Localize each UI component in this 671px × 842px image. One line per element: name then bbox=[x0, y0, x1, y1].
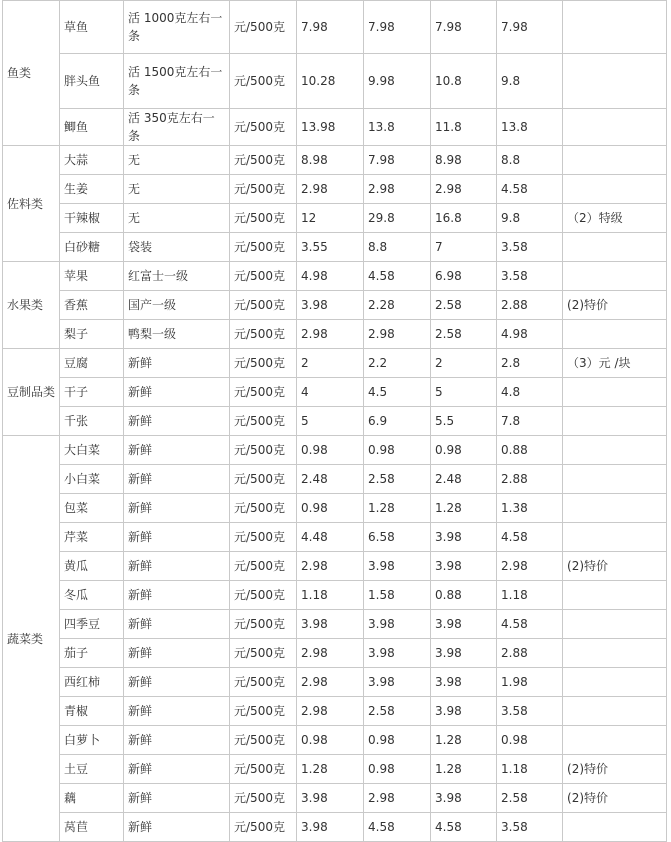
price-4-cell: 2.8 bbox=[497, 349, 563, 378]
price-4-cell: 7.8 bbox=[497, 407, 563, 436]
note-cell bbox=[563, 494, 667, 523]
note-cell bbox=[563, 54, 667, 109]
price-3-cell: 5.5 bbox=[431, 407, 497, 436]
price-3-cell: 16.8 bbox=[431, 204, 497, 233]
price-1-cell: 2.98 bbox=[297, 668, 364, 697]
unit-cell: 元/500克 bbox=[230, 204, 297, 233]
price-2-cell: 2.58 bbox=[364, 465, 431, 494]
note-cell bbox=[563, 407, 667, 436]
note-cell bbox=[563, 378, 667, 407]
unit-cell: 元/500克 bbox=[230, 349, 297, 378]
price-2-cell: 2.2 bbox=[364, 349, 431, 378]
note-cell bbox=[563, 726, 667, 755]
price-1-cell: 4.48 bbox=[297, 523, 364, 552]
price-2-cell: 2.98 bbox=[364, 175, 431, 204]
unit-cell: 元/500克 bbox=[230, 523, 297, 552]
price-1-cell: 1.28 bbox=[297, 755, 364, 784]
price-1-cell: 4 bbox=[297, 378, 364, 407]
price-3-cell: 2.48 bbox=[431, 465, 497, 494]
table-row bbox=[3, 697, 667, 726]
item-cell: 生姜 bbox=[60, 175, 124, 204]
table-row bbox=[3, 436, 667, 465]
price-4-cell: 4.58 bbox=[497, 610, 563, 639]
table-row bbox=[3, 813, 667, 842]
unit-cell: 元/500克 bbox=[230, 1, 297, 54]
price-3-cell: 6.98 bbox=[431, 262, 497, 291]
spec-cell: 无 bbox=[124, 204, 230, 233]
price-2-cell: 6.9 bbox=[364, 407, 431, 436]
price-4-cell: 2.58 bbox=[497, 784, 563, 813]
price-1-cell: 2.98 bbox=[297, 639, 364, 668]
price-2-cell: 2.98 bbox=[364, 784, 431, 813]
table-row bbox=[3, 668, 667, 697]
item-cell: 大白菜 bbox=[60, 436, 124, 465]
item-cell: 四季豆 bbox=[60, 610, 124, 639]
price-3-cell: 7 bbox=[431, 233, 497, 262]
table-row bbox=[3, 233, 667, 262]
price-1-cell: 0.98 bbox=[297, 436, 364, 465]
table-row bbox=[3, 320, 667, 349]
table-row bbox=[3, 552, 667, 581]
price-1-cell: 3.98 bbox=[297, 291, 364, 320]
price-3-cell: 3.98 bbox=[431, 523, 497, 552]
price-1-cell: 2.98 bbox=[297, 320, 364, 349]
item-cell: 藕 bbox=[60, 784, 124, 813]
category-cell: 水果类 bbox=[3, 262, 60, 349]
table-row bbox=[3, 349, 667, 378]
price-4-cell: 1.18 bbox=[497, 755, 563, 784]
spec-cell: 新鲜 bbox=[124, 523, 230, 552]
spec-cell: 新鲜 bbox=[124, 349, 230, 378]
table-row bbox=[3, 755, 667, 784]
price-2-cell: 1.58 bbox=[364, 581, 431, 610]
price-1-cell: 3.55 bbox=[297, 233, 364, 262]
price-3-cell: 2 bbox=[431, 349, 497, 378]
note-cell bbox=[563, 233, 667, 262]
table-row bbox=[3, 204, 667, 233]
item-cell: 鲫鱼 bbox=[60, 109, 124, 146]
price-4-cell: 13.8 bbox=[497, 109, 563, 146]
price-3-cell: 7.98 bbox=[431, 1, 497, 54]
price-4-cell: 9.8 bbox=[497, 204, 563, 233]
price-2-cell: 3.98 bbox=[364, 639, 431, 668]
spec-cell: 新鲜 bbox=[124, 784, 230, 813]
note-cell: (2)特价 bbox=[563, 291, 667, 320]
table-row bbox=[3, 175, 667, 204]
item-cell: 干子 bbox=[60, 378, 124, 407]
item-cell: 豆腐 bbox=[60, 349, 124, 378]
price-3-cell: 3.98 bbox=[431, 610, 497, 639]
price-3-cell: 1.28 bbox=[431, 494, 497, 523]
category-cell: 佐料类 bbox=[3, 146, 60, 262]
price-2-cell: 8.8 bbox=[364, 233, 431, 262]
spec-cell: 新鲜 bbox=[124, 697, 230, 726]
price-2-cell: 9.98 bbox=[364, 54, 431, 109]
item-cell: 干辣椒 bbox=[60, 204, 124, 233]
price-4-cell: 9.8 bbox=[497, 54, 563, 109]
spec-cell: 袋装 bbox=[124, 233, 230, 262]
unit-cell: 元/500克 bbox=[230, 494, 297, 523]
price-2-cell: 4.58 bbox=[364, 262, 431, 291]
table-row bbox=[3, 610, 667, 639]
price-2-cell: 4.58 bbox=[364, 813, 431, 842]
spec-cell: 活 1000克左右一条 bbox=[124, 1, 230, 54]
table-row bbox=[3, 146, 667, 175]
item-cell: 西红柿 bbox=[60, 668, 124, 697]
spec-cell: 新鲜 bbox=[124, 407, 230, 436]
item-cell: 苹果 bbox=[60, 262, 124, 291]
price-1-cell: 5 bbox=[297, 407, 364, 436]
price-4-cell: 2.88 bbox=[497, 639, 563, 668]
price-4-cell: 0.88 bbox=[497, 436, 563, 465]
spec-cell: 活 1500克左右一条 bbox=[124, 54, 230, 109]
spec-cell: 新鲜 bbox=[124, 494, 230, 523]
price-4-cell: 1.98 bbox=[497, 668, 563, 697]
price-1-cell: 3.98 bbox=[297, 784, 364, 813]
note-cell bbox=[563, 668, 667, 697]
price-2-cell: 29.8 bbox=[364, 204, 431, 233]
price-4-cell: 1.18 bbox=[497, 581, 563, 610]
price-2-cell: 3.98 bbox=[364, 552, 431, 581]
unit-cell: 元/500克 bbox=[230, 175, 297, 204]
spec-cell: 新鲜 bbox=[124, 639, 230, 668]
unit-cell: 元/500克 bbox=[230, 668, 297, 697]
unit-cell: 元/500克 bbox=[230, 813, 297, 842]
price-3-cell: 1.28 bbox=[431, 755, 497, 784]
unit-cell: 元/500克 bbox=[230, 552, 297, 581]
price-2-cell: 1.28 bbox=[364, 494, 431, 523]
item-cell: 大蒜 bbox=[60, 146, 124, 175]
note-cell bbox=[563, 109, 667, 146]
price-3-cell: 11.8 bbox=[431, 109, 497, 146]
note-cell: （3）元 /块 bbox=[563, 349, 667, 378]
unit-cell: 元/500克 bbox=[230, 465, 297, 494]
note-cell: (2)特价 bbox=[563, 552, 667, 581]
price-4-cell: 0.98 bbox=[497, 726, 563, 755]
table-row bbox=[3, 1, 667, 54]
note-cell: (2)特价 bbox=[563, 784, 667, 813]
price-4-cell: 4.8 bbox=[497, 378, 563, 407]
unit-cell: 元/500克 bbox=[230, 581, 297, 610]
table-row bbox=[3, 378, 667, 407]
price-table bbox=[2, 0, 667, 842]
table-row bbox=[3, 581, 667, 610]
price-2-cell: 2.58 bbox=[364, 697, 431, 726]
unit-cell: 元/500克 bbox=[230, 784, 297, 813]
price-3-cell: 5 bbox=[431, 378, 497, 407]
table-row bbox=[3, 523, 667, 552]
price-table-body bbox=[3, 1, 667, 842]
table-row bbox=[3, 494, 667, 523]
spec-cell: 新鲜 bbox=[124, 755, 230, 784]
note-cell bbox=[563, 610, 667, 639]
note-cell bbox=[563, 813, 667, 842]
spec-cell: 鸭梨一级 bbox=[124, 320, 230, 349]
price-4-cell: 8.8 bbox=[497, 146, 563, 175]
price-1-cell: 0.98 bbox=[297, 494, 364, 523]
price-1-cell: 10.28 bbox=[297, 54, 364, 109]
price-2-cell: 3.98 bbox=[364, 610, 431, 639]
price-1-cell: 7.98 bbox=[297, 1, 364, 54]
price-4-cell: 2.88 bbox=[497, 291, 563, 320]
item-cell: 香蕉 bbox=[60, 291, 124, 320]
note-cell bbox=[563, 1, 667, 54]
spec-cell: 国产一级 bbox=[124, 291, 230, 320]
price-1-cell: 2.98 bbox=[297, 552, 364, 581]
unit-cell: 元/500克 bbox=[230, 436, 297, 465]
item-cell: 土豆 bbox=[60, 755, 124, 784]
table-row bbox=[3, 639, 667, 668]
price-2-cell: 2.98 bbox=[364, 320, 431, 349]
price-1-cell: 13.98 bbox=[297, 109, 364, 146]
price-1-cell: 3.98 bbox=[297, 610, 364, 639]
table-row bbox=[3, 407, 667, 436]
category-cell: 鱼类 bbox=[3, 1, 60, 146]
price-4-cell: 7.98 bbox=[497, 1, 563, 54]
note-cell bbox=[563, 436, 667, 465]
spec-cell: 无 bbox=[124, 146, 230, 175]
table-row bbox=[3, 726, 667, 755]
price-3-cell: 0.88 bbox=[431, 581, 497, 610]
price-1-cell: 0.98 bbox=[297, 726, 364, 755]
spec-cell: 新鲜 bbox=[124, 436, 230, 465]
price-2-cell: 0.98 bbox=[364, 755, 431, 784]
unit-cell: 元/500克 bbox=[230, 378, 297, 407]
item-cell: 青椒 bbox=[60, 697, 124, 726]
item-cell: 白萝卜 bbox=[60, 726, 124, 755]
item-cell: 白砂糖 bbox=[60, 233, 124, 262]
unit-cell: 元/500克 bbox=[230, 697, 297, 726]
price-4-cell: 4.58 bbox=[497, 175, 563, 204]
price-3-cell: 0.98 bbox=[431, 436, 497, 465]
spec-cell: 活 350克左右一条 bbox=[124, 109, 230, 146]
note-cell bbox=[563, 581, 667, 610]
price-4-cell: 2.88 bbox=[497, 465, 563, 494]
price-3-cell: 3.98 bbox=[431, 668, 497, 697]
unit-cell: 元/500克 bbox=[230, 262, 297, 291]
price-1-cell: 3.98 bbox=[297, 813, 364, 842]
price-3-cell: 4.58 bbox=[431, 813, 497, 842]
spec-cell: 新鲜 bbox=[124, 465, 230, 494]
price-4-cell: 3.58 bbox=[497, 262, 563, 291]
item-cell: 茄子 bbox=[60, 639, 124, 668]
unit-cell: 元/500克 bbox=[230, 320, 297, 349]
unit-cell: 元/500克 bbox=[230, 610, 297, 639]
price-3-cell: 2.98 bbox=[431, 175, 497, 204]
note-cell bbox=[563, 465, 667, 494]
item-cell: 千张 bbox=[60, 407, 124, 436]
category-cell: 蔬菜类 bbox=[3, 436, 60, 842]
price-3-cell: 10.8 bbox=[431, 54, 497, 109]
price-2-cell: 3.98 bbox=[364, 668, 431, 697]
price-3-cell: 3.98 bbox=[431, 552, 497, 581]
spec-cell: 新鲜 bbox=[124, 552, 230, 581]
unit-cell: 元/500克 bbox=[230, 54, 297, 109]
table-row bbox=[3, 465, 667, 494]
item-cell: 胖头鱼 bbox=[60, 54, 124, 109]
spec-cell: 新鲜 bbox=[124, 726, 230, 755]
note-cell: （2）特级 bbox=[563, 204, 667, 233]
price-1-cell: 12 bbox=[297, 204, 364, 233]
table-row bbox=[3, 784, 667, 813]
price-1-cell: 8.98 bbox=[297, 146, 364, 175]
unit-cell: 元/500克 bbox=[230, 639, 297, 668]
unit-cell: 元/500克 bbox=[230, 291, 297, 320]
table-row bbox=[3, 262, 667, 291]
price-4-cell: 3.58 bbox=[497, 233, 563, 262]
price-1-cell: 1.18 bbox=[297, 581, 364, 610]
note-cell bbox=[563, 639, 667, 668]
price-2-cell: 0.98 bbox=[364, 436, 431, 465]
price-3-cell: 2.58 bbox=[431, 291, 497, 320]
unit-cell: 元/500克 bbox=[230, 726, 297, 755]
price-4-cell: 1.38 bbox=[497, 494, 563, 523]
unit-cell: 元/500克 bbox=[230, 109, 297, 146]
price-4-cell: 2.98 bbox=[497, 552, 563, 581]
item-cell: 黄瓜 bbox=[60, 552, 124, 581]
price-3-cell: 3.98 bbox=[431, 784, 497, 813]
price-1-cell: 4.98 bbox=[297, 262, 364, 291]
price-2-cell: 4.5 bbox=[364, 378, 431, 407]
spec-cell: 新鲜 bbox=[124, 581, 230, 610]
table-row bbox=[3, 109, 667, 146]
item-cell: 梨子 bbox=[60, 320, 124, 349]
price-2-cell: 6.58 bbox=[364, 523, 431, 552]
price-3-cell: 3.98 bbox=[431, 639, 497, 668]
unit-cell: 元/500克 bbox=[230, 755, 297, 784]
price-3-cell: 1.28 bbox=[431, 726, 497, 755]
item-cell: 草鱼 bbox=[60, 1, 124, 54]
price-1-cell: 2 bbox=[297, 349, 364, 378]
note-cell: (2)特价 bbox=[563, 755, 667, 784]
spec-cell: 新鲜 bbox=[124, 610, 230, 639]
note-cell bbox=[563, 320, 667, 349]
spec-cell: 新鲜 bbox=[124, 668, 230, 697]
price-3-cell: 3.98 bbox=[431, 697, 497, 726]
item-cell: 莴苣 bbox=[60, 813, 124, 842]
unit-cell: 元/500克 bbox=[230, 233, 297, 262]
note-cell bbox=[563, 697, 667, 726]
note-cell bbox=[563, 523, 667, 552]
price-2-cell: 2.28 bbox=[364, 291, 431, 320]
note-cell bbox=[563, 175, 667, 204]
note-cell bbox=[563, 146, 667, 175]
spec-cell: 新鲜 bbox=[124, 378, 230, 407]
item-cell: 包菜 bbox=[60, 494, 124, 523]
price-1-cell: 2.48 bbox=[297, 465, 364, 494]
price-4-cell: 4.98 bbox=[497, 320, 563, 349]
price-4-cell: 4.58 bbox=[497, 523, 563, 552]
spec-cell: 红富士一级 bbox=[124, 262, 230, 291]
table-row bbox=[3, 291, 667, 320]
spec-cell: 无 bbox=[124, 175, 230, 204]
table-row bbox=[3, 54, 667, 109]
price-1-cell: 2.98 bbox=[297, 175, 364, 204]
price-4-cell: 3.58 bbox=[497, 813, 563, 842]
item-cell: 芹菜 bbox=[60, 523, 124, 552]
price-2-cell: 7.98 bbox=[364, 1, 431, 54]
note-cell bbox=[563, 262, 667, 291]
price-2-cell: 13.8 bbox=[364, 109, 431, 146]
spec-cell: 新鲜 bbox=[124, 813, 230, 842]
price-4-cell: 3.58 bbox=[497, 697, 563, 726]
unit-cell: 元/500克 bbox=[230, 407, 297, 436]
price-3-cell: 8.98 bbox=[431, 146, 497, 175]
price-3-cell: 2.58 bbox=[431, 320, 497, 349]
price-2-cell: 7.98 bbox=[364, 146, 431, 175]
category-cell: 豆制品类 bbox=[3, 349, 60, 436]
item-cell: 冬瓜 bbox=[60, 581, 124, 610]
price-1-cell: 2.98 bbox=[297, 697, 364, 726]
unit-cell: 元/500克 bbox=[230, 146, 297, 175]
price-2-cell: 0.98 bbox=[364, 726, 431, 755]
item-cell: 小白菜 bbox=[60, 465, 124, 494]
